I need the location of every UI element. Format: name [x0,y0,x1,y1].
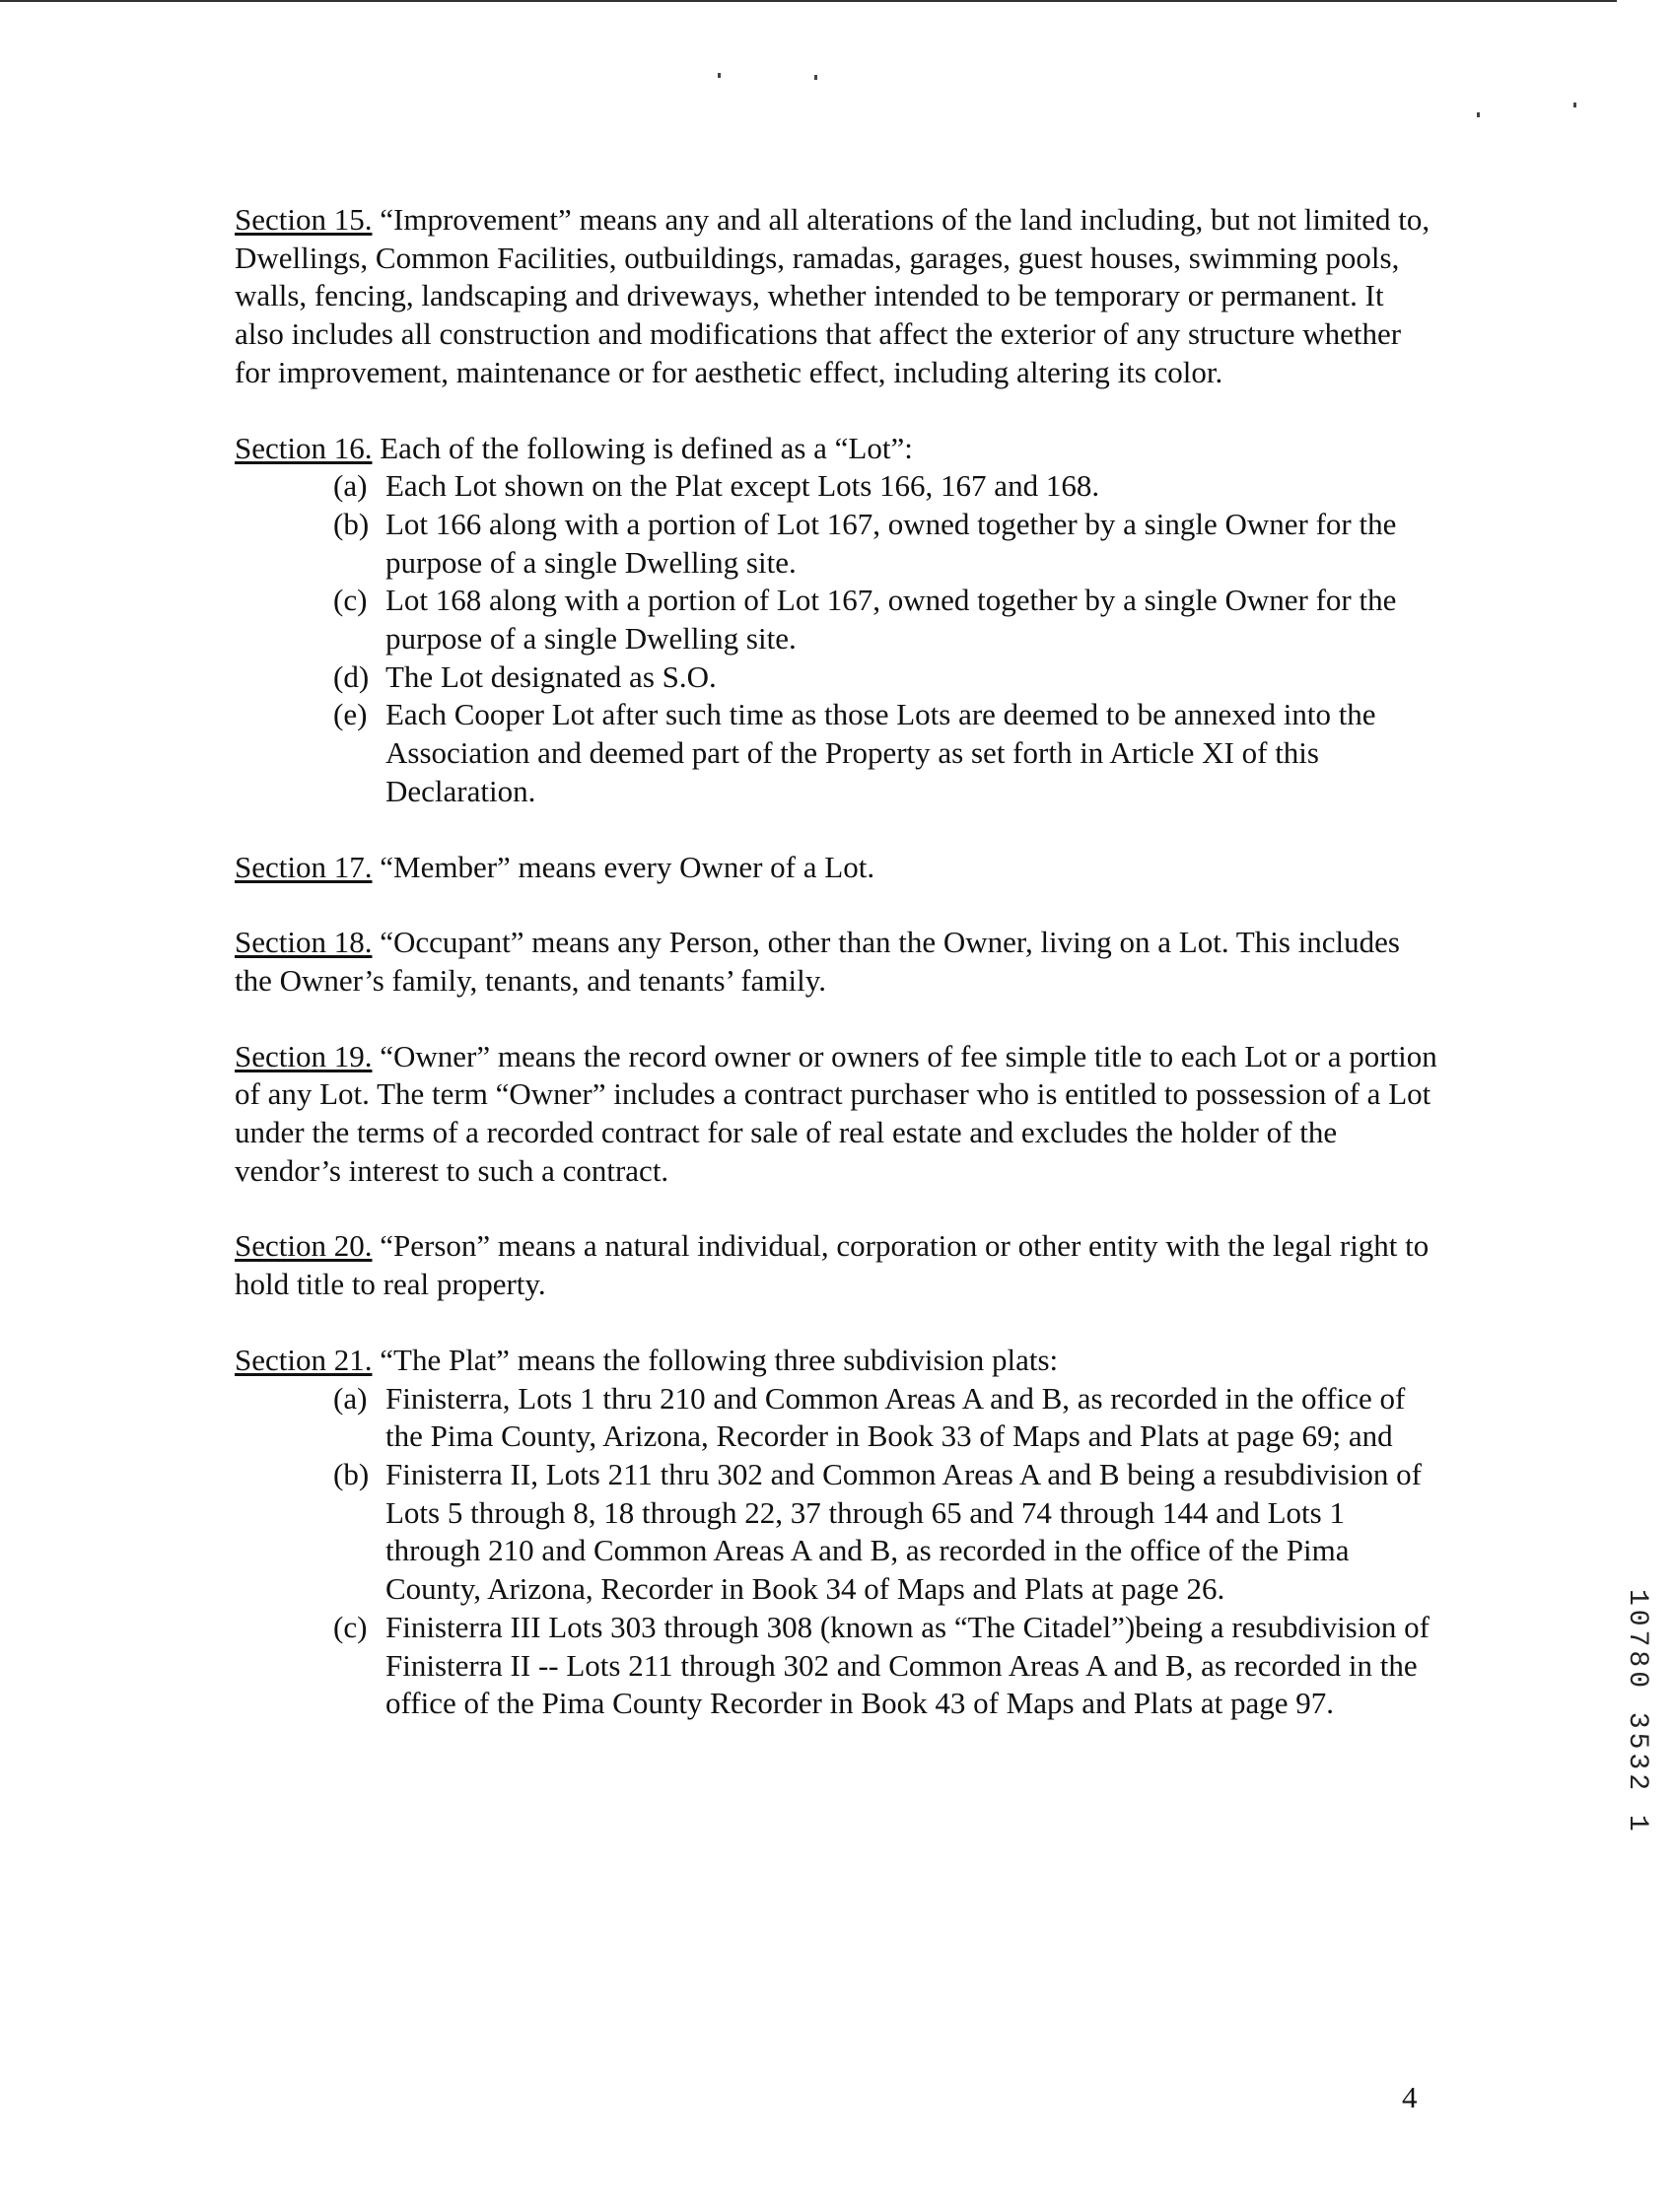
section-text: “Person” means a natural individual, corporation or other entity with the legal right to hold title to real property. [235,1228,1430,1302]
section-16 [235,430,1437,811]
section-heading: Section 20. [235,1228,373,1264]
scan-speck [814,75,817,80]
item-marker: (a) [333,1380,368,1416]
section-20 [235,1227,1437,1303]
section-19 [235,1038,1437,1191]
item-marker: (e) [333,697,368,732]
section-paragraph [235,1342,1437,1380]
item-text: Finisterra, Lots 1 thru 210 and Common Areas A and B, as recorded in the office of the Pima County, Arizona, Recorder in Book 33 of Maps and Plats at page 69; and [385,1380,1406,1454]
item-text: Lot 168 along with a portion of Lot 167, owned together by a single Owner for the purpose of a single Dwelling site. [385,583,1397,657]
top-scan-rule [0,0,1617,2]
item-text: Each Lot shown on the Plat except Lots 166, 167 and 168. [385,468,1100,504]
section-text: “Owner” means the record owner or owners of fee simple title to each Lot or a portion of any Lot. The term “Owner” includes a contract purchaser who is entitled to possession of a Lot under the terms of a recorded contract for sale of real estate and excludes the holder of the vendor’s interest to such a contract. [235,1038,1437,1188]
list-item [235,582,1437,657]
section-heading: Section 18. [235,925,373,960]
item-marker: (b) [333,506,370,541]
section-21 [235,1342,1437,1723]
list-item [235,1456,1437,1609]
section-text: “The Plat” means the following three subdivision plats: [372,1342,1059,1377]
recording-stamp: 10780 3532 1 [1622,1589,1652,1835]
list-item [235,506,1437,582]
section-18 [235,924,1437,1000]
section-paragraph [235,201,1437,392]
lot-definition-list [235,467,1437,810]
section-text: “Improvement” means any and all alterations of the land including, but not limited to, Dwellings, Common Facilities, outbuildings, ramadas, garages, guest houses, swimming pools, walls, fencing, landscaping and driveways, whether intended to be temporary or permanent. It also includes all construction and modifications that affect the exterior of any structure whether for improvement, maintenance or for aesthetic effect, including altering its color. [235,202,1430,389]
scan-speck [1477,112,1480,117]
list-item [235,467,1437,506]
page-number: 4 [1402,2080,1418,2114]
section-heading: Section 16. [235,430,373,465]
section-heading: Section 15. [235,202,373,237]
section-text: “Member” means every Owner of a Lot. [372,849,875,884]
list-item [235,1609,1437,1723]
list-item [235,696,1437,810]
item-text: Lot 166 along with a portion of Lot 167, owned together by a single Owner for the purpose of a single Dwelling site. [385,506,1397,580]
section-text: Each of the following is defined as a “Lot”: [372,430,913,465]
item-marker: (a) [333,468,368,504]
section-text: “Occupant” means any Person, other than the Owner, living on a Lot. This includes the Owner’s family, tenants, and tenants’ family. [235,925,1400,998]
item-text: The Lot designated as S.O. [385,658,717,694]
section-heading: Section 17. [235,849,373,884]
list-item [235,658,1437,697]
section-paragraph [235,1227,1437,1303]
section-paragraph [235,849,1437,887]
item-text: Finisterra III Lots 303 through 308 (known as “The Citadel”)being a resubdivision of Finisterra II -- Lots 211 through 302 and Common Areas A and B, as recorded in the office of the Pima County Recorder in Book 43 of Maps and Plats at page 97. [385,1609,1430,1721]
item-marker: (c) [333,1609,368,1644]
item-marker: (b) [333,1456,370,1491]
item-marker: (d) [333,658,370,694]
document-body [235,201,1437,1761]
item-marker: (c) [333,583,368,618]
section-paragraph [235,1038,1437,1191]
section-15 [235,201,1437,392]
scan-speck [718,73,721,78]
scan-speck [1573,103,1576,107]
section-paragraph [235,430,1437,468]
section-heading: Section 19. [235,1038,373,1073]
list-item [235,1380,1437,1456]
section-paragraph [235,924,1437,1000]
section-17 [235,849,1437,887]
item-text: Finisterra II, Lots 211 thru 302 and Common Areas A and B being a resubdivision of Lots 5 through 8, 18 through 22, 37 through 65 and 74 through 144 and Lots 1 through 210 and Common Areas A and B, as recorded in the office of the Pima County, Arizona, Recorder in Book 34 of Maps and Plats at page 26. [385,1456,1423,1607]
section-heading: Section 21. [235,1342,373,1377]
plat-list [235,1380,1437,1723]
item-text: Each Cooper Lot after such time as those Lots are deemed to be annexed into the Association and deemed part of the Property as set forth in Article XI of this Declaration. [385,697,1376,808]
